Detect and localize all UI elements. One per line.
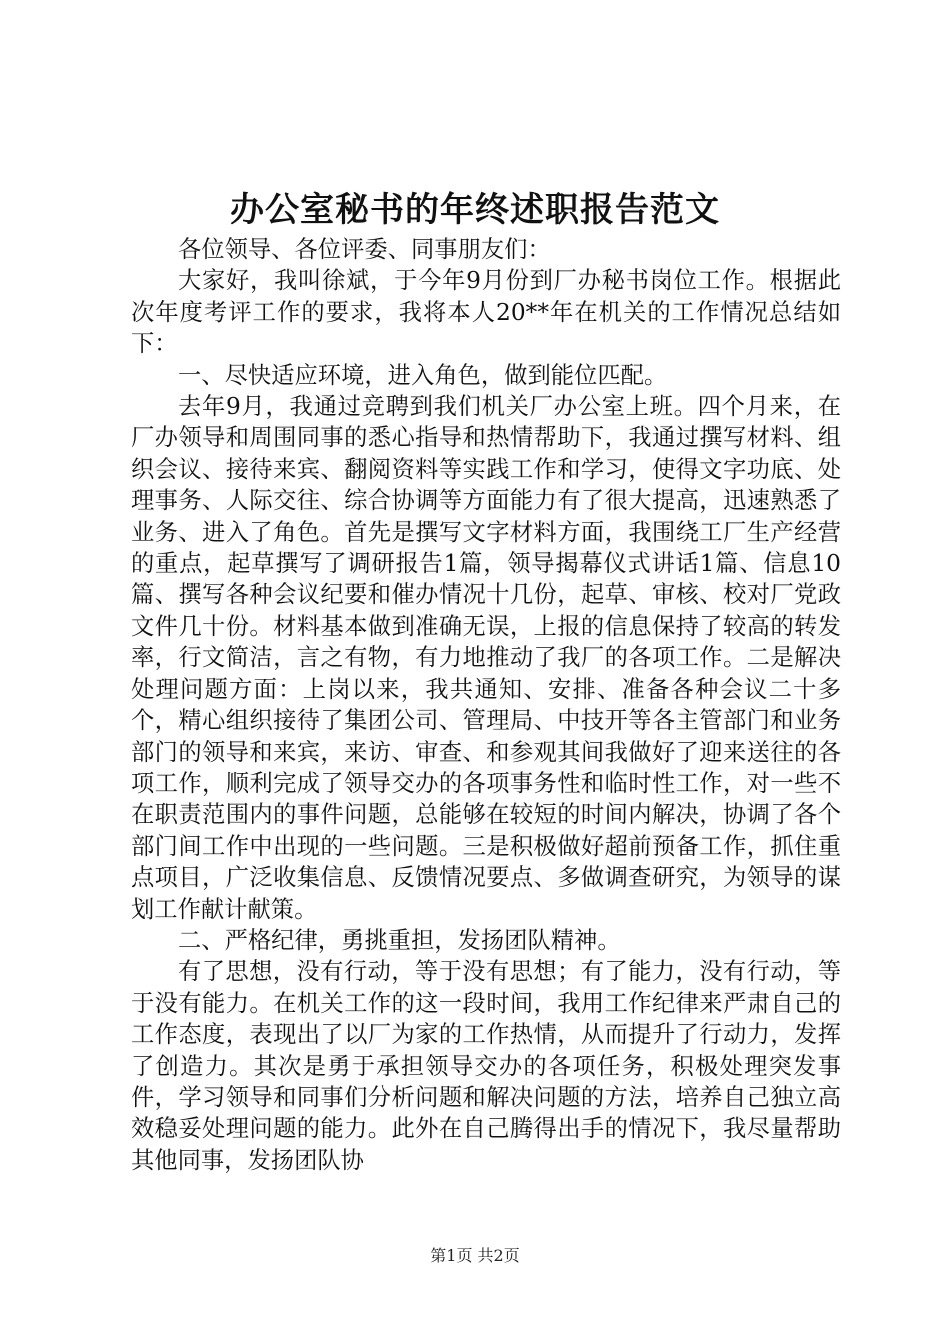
section-heading-2: 二、严格纪律，勇挑重担，发扬团队精神。 [178, 926, 621, 954]
paragraph-intro: 大家好，我叫徐斌，于今年9月份到厂办秘书岗位工作。根据此次年度考评工作的要求，我将本人20**年在机关的工作情况总结如下： [131, 267, 841, 358]
paragraph-section-2: 有了思想，没有行动，等于没有思想；有了能力，没有行动，等于没有能力。在机关工作的这一段时间，我用工作纪律来严肃自己的工作态度，表现出了以厂为家的工作热情，从而提升了行动力，发挥了创造力。其次是勇于承担领导交办的各项任务，积极处理突发事件，学习领导和同事们分析问题和解决问题的方法，培养自己独立高效稳妥处理问题的能力。此外在自己腾得出手的情况下，我尽量帮助其他同事，发扬团队协 [131, 958, 841, 1174]
section-heading-1: 一、尽快适应环境，进入角色，做到能位匹配。 [178, 361, 668, 389]
document-body [131, 234, 841, 1176]
paragraph-greeting: 各位领导、各位评委、同事朋友们： [178, 236, 551, 263]
paragraph-section-1: 去年9月，我通过竞聘到我们机关厂办公室上班。四个月来，在厂办领导和周围同事的悉心指导和热情帮助下，我通过撰写材料、组织会议、接待来宾、翻阅资料等实践工作和学习，使得文字功底、处理事务、人际交往、综合协调等方面能力有了很大提高，迅速熟悉了业务、进入了角色。首先是撰写文字材料方面，我围绕工厂生产经营的重点，起草撰写了调研报告1篇，领导揭幕仪式讲话1篇、信息10篇、撰写各种会议纪要和催办情况十几份，起草、审核、校对厂党政文件几十份。材料基本做到准确无误，上报的信息保持了较高的转发率，行文简洁，言之有物，有力地推动了我厂的各项工作。二是解决处理问题方面：上岗以来，我共通知、安排、准备各种会议二十多个，精心组织接待了集团公司、管理局、中技开等各主管部门和业务部门的领导和来宾，来访、审查、和参观其间我做好了迎来送往的各项工作，顺利完成了领导交办的各项事务性和临时性工作，对一些不在职责范围内的事件问题，总能够在较短的时间内解决，协调了各个部门间工作中出现的一些问题。三是积极做好超前预备工作，抓住重点项目，广泛收集信息、反馈情况要点、多做调查研究，为领导的谋划工作献计献策。 [131, 393, 841, 923]
page-footer: 第1页 共2页 [430, 1246, 520, 1265]
document-title: 办公室秘书的年终述职报告范文 [230, 190, 720, 230]
